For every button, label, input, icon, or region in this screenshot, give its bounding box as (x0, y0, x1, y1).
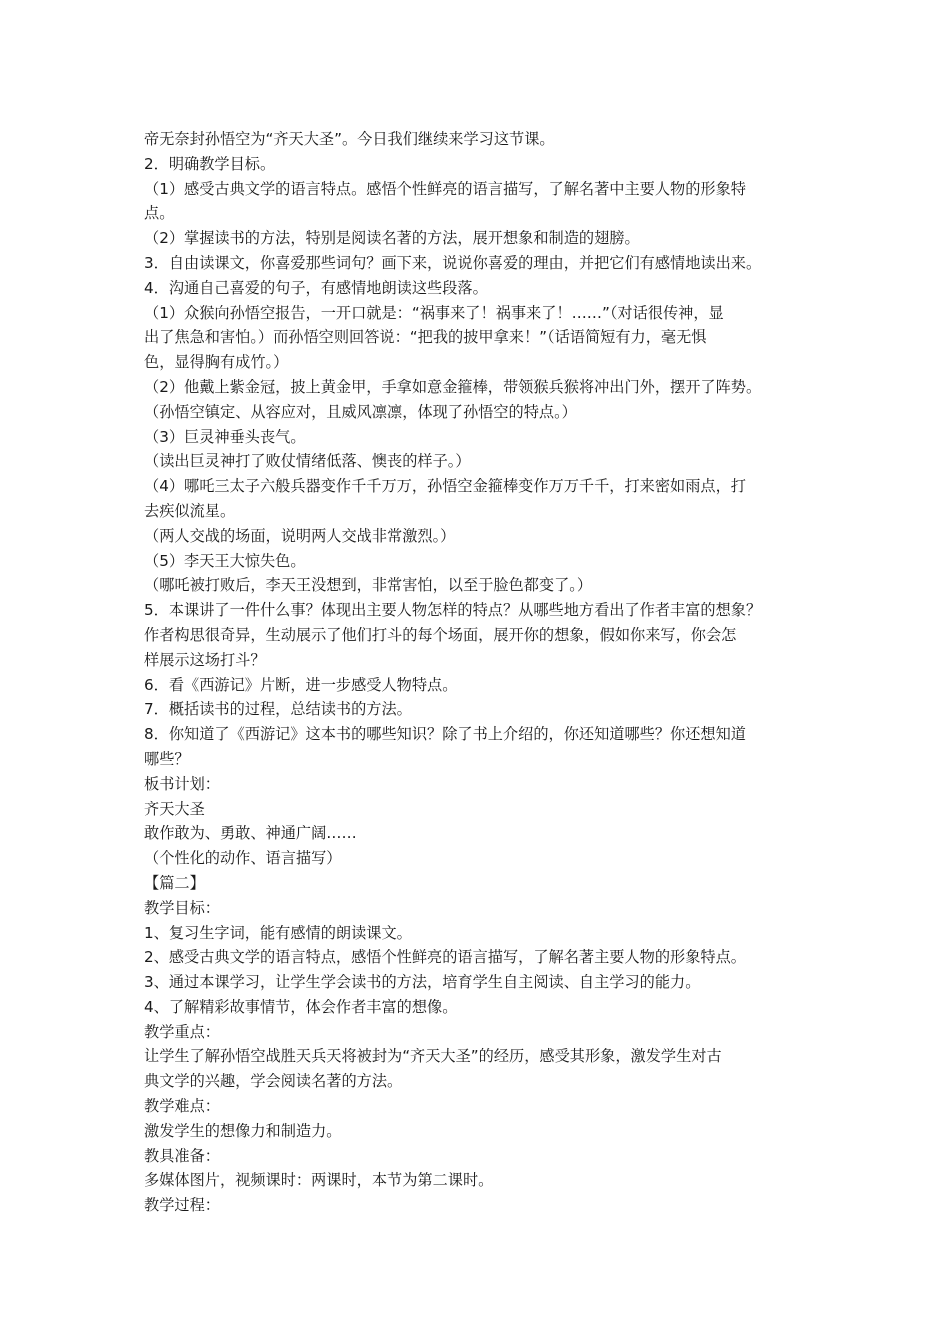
text-line: 样展示这场打斗？ (144, 650, 266, 669)
text-line: （3）巨灵神垂头丧气。 (144, 427, 306, 446)
text-line: 激发学生的想像力和制造力。 (144, 1121, 342, 1140)
text-line: 去疾似流星。 (144, 501, 236, 520)
text-line: 4、了解精彩故事情节，体会作者丰富的想像。 (144, 997, 458, 1016)
section-heading: 教学重点： (144, 1022, 220, 1041)
text-line: （2）他戴上紫金冠，披上黄金甲，手拿如意金箍棒，带领猴兵猴将冲出门外，摆开了阵势。 (144, 377, 762, 396)
text-line: 1、复习生字词，能有感情的朗读课文。 (144, 923, 412, 942)
section-heading: 教学过程： (144, 1196, 220, 1215)
text-line: 点。 (144, 204, 175, 223)
text-line: 多媒体图片，视频课时：两课时，本节为第二课时。 (144, 1171, 494, 1190)
text-line: 2．明确教学目标。 (144, 154, 276, 173)
text-line: 典文学的兴趣，学会阅读名著的方法。 (144, 1072, 403, 1091)
text-line: 6．看《西游记》片断，进一步感受人物特点。 (144, 675, 458, 694)
text-line: （个性化的动作、语言描写） (144, 849, 342, 868)
text-line: （4）哪吒三太子六般兵器变作千千万万，孙悟空金箍棒变作万万千千，打来密如雨点，打 (144, 477, 746, 496)
text-line: 7．概括读书的过程，总结读书的方法。 (144, 700, 412, 719)
text-line: 8．你知道了《西游记》这本书的哪些知识？除了书上介绍的，你还知道哪些？你还想知道 (144, 725, 746, 744)
text-line: （孙悟空镇定、从容应对，且威风凛凛，体现了孙悟空的特点。） (144, 402, 577, 421)
text-line: 3、通过本课学习，让学生学会读书的方法，培育学生自主阅读、自主学习的能力。 (144, 973, 701, 992)
text-line: 敢作敢为、勇敢、神通广阔…… (144, 824, 357, 843)
text-line: 出了焦急和害怕。）而孙悟空则回答说：“把我的披甲拿来！”（话语简短有力，毫无惧 (144, 328, 707, 347)
text-line: 齐天大圣 (144, 799, 205, 818)
text-line: 3．自由读课文，你喜爱那些词句？画下来，说说你喜爱的理由，并把它们有感情地读出来。 (144, 253, 762, 272)
text-line: 5．本课讲了一件什么事？体现出主要人物怎样的特点？从哪些地方看出了作者丰富的想象？ (144, 601, 762, 620)
text-line: （两人交战的场面，说明两人交战非常激烈。） (144, 526, 456, 545)
text-line: 哪些？ (144, 749, 190, 768)
section-heading: 教学目标： (144, 898, 220, 917)
text-line: 帝无奈封孙悟空为“齐天大圣”。今日我们继续来学习这节课。 (144, 130, 555, 148)
section-heading: 教具准备： (144, 1146, 220, 1165)
text-line: （哪吒被打败后，李天王没想到，非常害怕，以至于脸色都变了。） (144, 576, 593, 595)
text-line: 2、感受古典文学的语言特点，感悟个性鲜亮的语言描写，了解名著主要人物的形象特点。 (144, 948, 746, 967)
text-line: 4．沟通自己喜爱的句子，有感情地朗读这些段落。 (144, 278, 488, 297)
text-line: （1）感受古典文学的语言特点。感悟个性鲜亮的语言描写，了解名著中主要人物的形象特 (144, 179, 746, 198)
text-line: 色，显得胸有成竹。） (144, 353, 289, 372)
section-heading: 【篇二】 (144, 873, 205, 892)
document-page (144, 127, 824, 1218)
text-line: 让学生了解孙悟空战胜天兵天将被封为“齐天大圣”的经历，感受其形象，激发学生对古 (144, 1047, 722, 1066)
text-line: （1）众猴向孙悟空报告，一开口就是：“祸事来了！祸事来了！……”（对话很传神，显 (144, 303, 724, 322)
section-heading: 板书计划： (144, 774, 220, 793)
text-line: 作者构思很奇异，生动展示了他们打斗的每个场面，展开你的想象，假如你来写，你会怎 (144, 625, 737, 644)
text-line: （读出巨灵神打了败仗情绪低落、懊丧的样子。） (144, 452, 471, 471)
section-heading: 教学难点： (144, 1097, 220, 1116)
text-line: （2）掌握读书的方法，特别是阅读名著的方法，展开想象和制造的翅膀。 (144, 229, 640, 248)
text-line: （5）李天王大惊失色。 (144, 551, 306, 570)
